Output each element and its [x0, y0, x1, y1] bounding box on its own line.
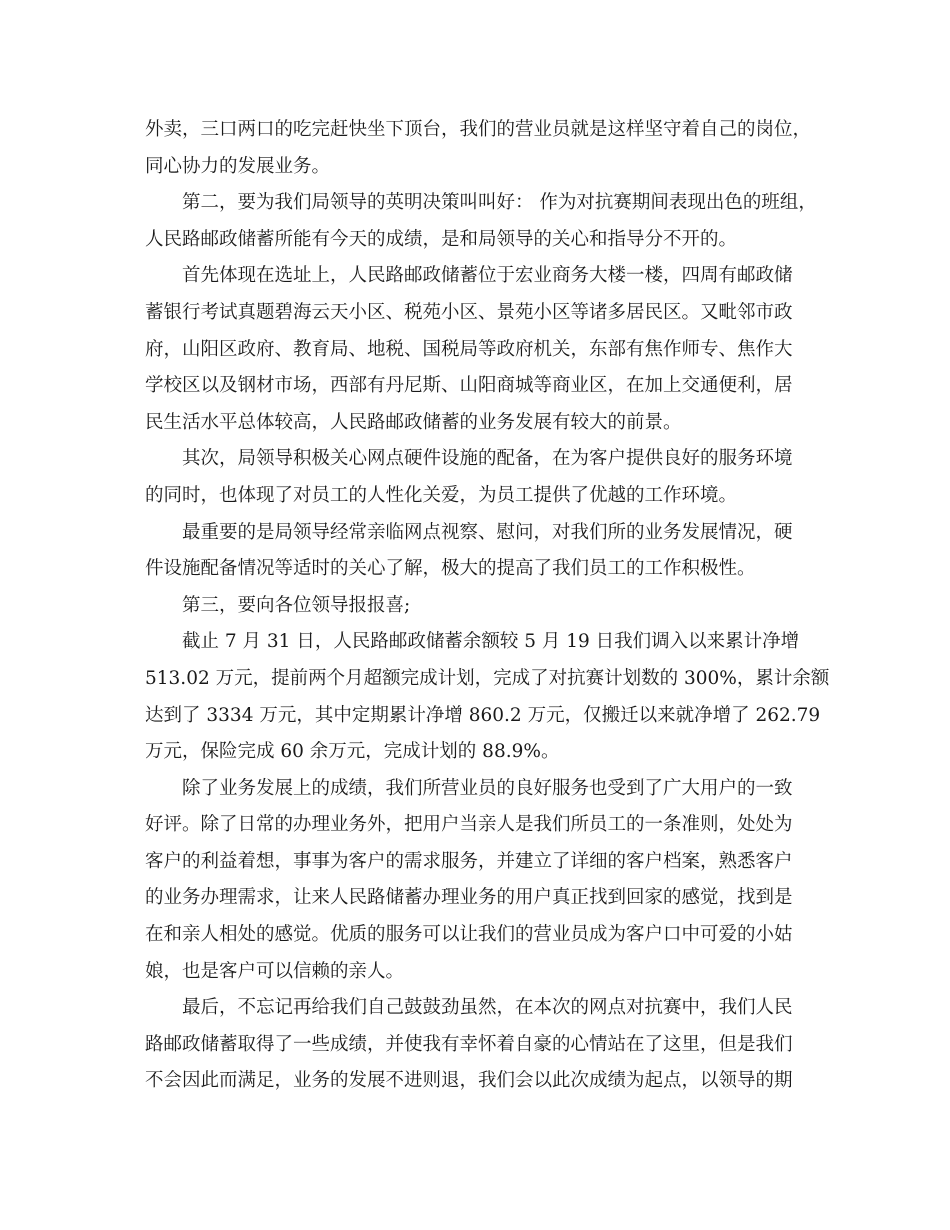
text-line: 娘，也是客户可以信赖的亲人。: [145, 960, 405, 982]
text-line: 同心协力的发展业务。: [145, 155, 331, 177]
text-line: 学校区以及钢材市场，西部有丹尼斯、山阳商城等商业区，在加上交通便利，居: [145, 375, 793, 397]
text-line: 万元，保险完成 60 余万元，完成计划的 88.9%。: [145, 741, 560, 763]
text-line: 除了业务发展上的成绩，我们所营业员的良好服务也受到了广大用户的一致: [182, 777, 793, 799]
text-line: 在和亲人相处的感觉。优质的服务可以让我们的营业员成为客户口中可爱的小姑: [145, 924, 793, 946]
text-line: 最后，不忘记再给我们自己鼓鼓劲虽然，在本次的网点对抗赛中，我们人民: [182, 997, 793, 1019]
text-line: 第二，要为我们局领导的英明决策叫叫好： 作为对抗赛期间表现出色的班组，: [182, 192, 817, 214]
text-line: 外卖，三口两口的吃完赶快坐下顶台，我们的营业员就是这样坚守着自己的岗位，: [145, 119, 812, 140]
text-line: 首先体现在选址上，人民路邮政储蓄位于宏业商务大楼一楼，四周有邮政储: [182, 265, 793, 287]
text-line: 第三，要向各位领导报报喜;: [182, 594, 411, 616]
text-line: 截止 7 月 31 日，人民路邮政储蓄余额较 5 月 19 日我们调入以来累计净增: [182, 631, 800, 653]
document-body: [145, 112, 830, 1100]
text-line: 的业务办理需求，让来人民路储蓄办理业务的用户真正找到回家的感觉，找到是: [145, 887, 793, 909]
text-line: 人民路邮政储蓄所能有今天的成绩，是和局领导的关心和指导分不开的。: [145, 228, 738, 250]
text-line: 路邮政储蓄取得了一些成绩，并使我有幸怀着自豪的心情站在了这里，但是我们: [145, 1033, 793, 1055]
text-line: 513.02 万元，提前两个月超额完成计划，完成了对抗赛计划数的 300%，累计余额: [145, 667, 830, 689]
text-line: 的同时，也体现了对员工的人性化关爱，为员工提供了优越的工作环境。: [145, 484, 738, 506]
text-line: 民生活水平总体较高，人民路邮政储蓄的业务发展有较大的前景。: [145, 411, 682, 433]
text-line: 不会因此而满足，业务的发展不进则退，我们会以此次成绩为起点，以领导的期: [145, 1070, 793, 1092]
text-line: 蓄银行考试真题碧海云天小区、税苑小区、景苑小区等诸多居民区。又毗邻市政: [145, 301, 793, 323]
text-line: 达到了 3334 万元，其中定期累计净增 860.2 万元，仅搬迁以来就净增了 262.79: [145, 704, 821, 726]
text-line: 件设施配备情况等适时的关心了解，极大的提高了我们员工的工作积极性。: [145, 558, 756, 580]
text-line: 最重要的是局领导经常亲临网点视察、慰问，对我们所的业务发展情况，硬: [182, 521, 793, 543]
text-line: 客户的利益着想，事事为客户的需求服务，并建立了详细的客户档案，熟悉客户: [145, 850, 793, 872]
text-line: 好评。除了日常的办理业务外，把用户当亲人是我们所员工的一条准则，处处为: [145, 814, 793, 836]
text-line: 府，山阳区政府、教育局、地税、国税局等政府机关，东部有焦作师专、焦作大: [145, 338, 793, 360]
text-line: 其次，局领导积极关心网点硬件设施的配备，在为客户提供良好的服务环境: [182, 448, 793, 470]
